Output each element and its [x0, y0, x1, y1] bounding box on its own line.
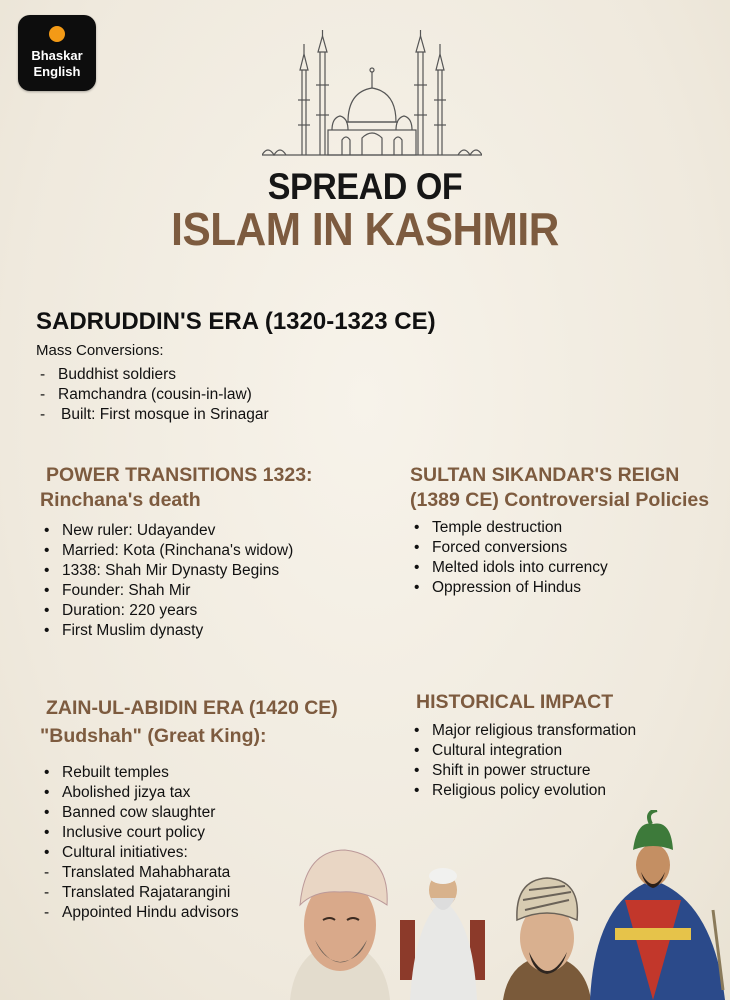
ruler-portrait-1 — [290, 850, 390, 1000]
list-item: • 1338: Shah Mir Dynasty Begins — [40, 561, 380, 581]
list-item: • First Muslim dynasty — [40, 621, 380, 641]
zain-heading-1: ZAIN-UL-ABIDIN ERA (1420 CE) — [46, 697, 338, 719]
power-heading-2: Rinchana's death — [40, 489, 201, 511]
impact-heading: HISTORICAL IMPACT — [416, 691, 614, 713]
sikandar-heading-1: SULTAN SIKANDAR'S REIGN — [410, 464, 680, 486]
power-transitions-section — [40, 463, 380, 641]
list-item: • Abolished jizya tax — [40, 783, 380, 803]
historical-impact-section — [410, 690, 720, 801]
ruler-portrait-4 — [590, 810, 725, 1000]
title-line-1: SPREAD OF — [267, 166, 463, 207]
power-heading-1: POWER TRANSITIONS 1323: — [46, 464, 313, 486]
sadruddin-subheading: Mass Conversions: — [36, 342, 164, 359]
ruler-portrait-2 — [400, 868, 485, 1000]
list-item: • Melted idols into currency — [410, 558, 730, 578]
zain-heading-2: "Budshah" (Great King): — [40, 725, 267, 747]
list-item: - Translated Mahabharata — [40, 863, 380, 883]
list-item: - Appointed Hindu advisors — [40, 903, 380, 923]
list-item: • Founder: Shah Mir — [40, 581, 380, 601]
sikandar-section — [410, 463, 730, 598]
list-item: • Temple destruction — [410, 518, 730, 538]
sadruddin-section — [36, 308, 636, 425]
bhaskar-english-logo[interactable] — [18, 15, 96, 91]
list-item: • New ruler: Udayandev — [40, 521, 380, 541]
list-item: • Banned cow slaughter — [40, 803, 380, 823]
rulers-illustration — [285, 810, 730, 1000]
mosque-illustration — [262, 30, 482, 170]
list-item: • Rebuilt temples — [40, 763, 380, 783]
logo-line-1: Bhaskar — [31, 48, 83, 63]
list-item: • Inclusive court policy — [40, 823, 380, 843]
list-item: • Cultural initiatives: — [40, 843, 380, 863]
list-item: • Religious policy evolution — [410, 781, 720, 801]
logo-sun-icon — [49, 26, 65, 42]
list-item: - Built: First mosque in Srinagar — [36, 405, 636, 425]
sikandar-heading-2: (1389 CE) Controversial Policies — [410, 489, 710, 511]
list-item: • Oppression of Hindus — [410, 578, 730, 598]
ruler-portrait-3 — [503, 878, 591, 1000]
list-item: • Married: Kota (Rinchana's widow) — [40, 541, 380, 561]
logo-line-2: English — [33, 64, 81, 79]
sadruddin-heading: SADRUDDIN'S ERA (1320-1323 CE) — [36, 308, 436, 335]
list-item: - Buddhist soldiers — [36, 365, 636, 385]
list-item: • Shift in power structure — [410, 761, 720, 781]
list-item: - Ramchandra (cousin-in-law) — [36, 385, 636, 405]
list-item: • Cultural integration — [410, 741, 720, 761]
list-item: • Forced conversions — [410, 538, 730, 558]
list-item: • Major religious transformation — [410, 721, 720, 741]
list-item: • Duration: 220 years — [40, 601, 380, 621]
list-item: - Translated Rajatarangini — [40, 883, 380, 903]
title-line-2: ISLAM IN KASHMIR — [171, 203, 559, 255]
